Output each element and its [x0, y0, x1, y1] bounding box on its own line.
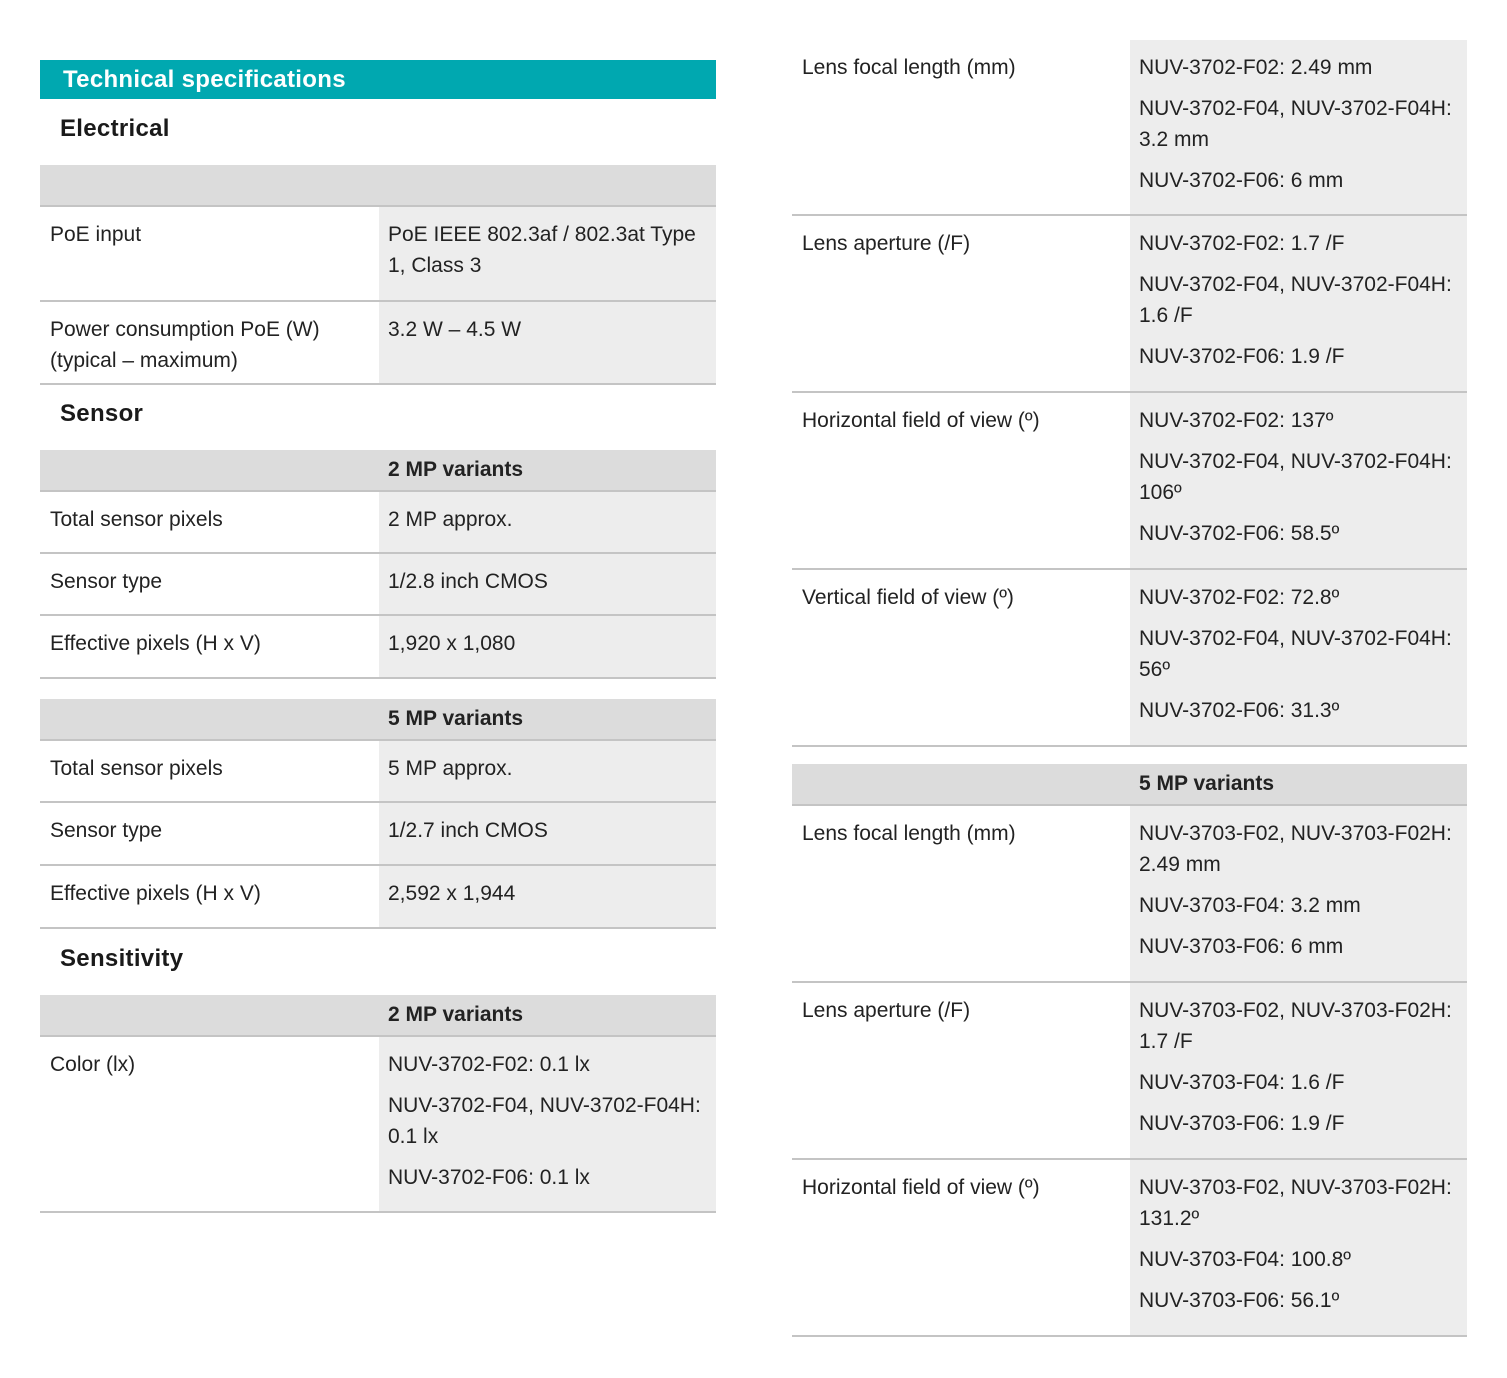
optics-2mp-table: [792, 40, 1467, 747]
row-label: Total sensor pixels: [40, 740, 379, 802]
value-line: NUV-3702-F02: 137º: [1139, 409, 1334, 432]
table-row: [792, 40, 1467, 215]
row-value: [1130, 1159, 1467, 1336]
row-value: 2,592 x 1,944: [379, 865, 716, 928]
row-label: Power consumption PoE (W) (typical – maximum): [40, 301, 379, 384]
row-value: [1130, 805, 1467, 982]
row-label: Lens aperture (/F): [792, 982, 1130, 1159]
value-line: NUV-3703-F06: 1.9 /F: [1139, 1112, 1345, 1135]
row-value: 1,920 x 1,080: [379, 615, 716, 678]
header-empty-cell: [792, 764, 1130, 805]
value-line: NUV-3703-F02, NUV-3703-F02H: 131.2º: [1139, 1176, 1452, 1230]
table-header-row: [40, 165, 716, 206]
row-label: Effective pixels (H x V): [40, 615, 379, 678]
header-empty-cell: [40, 450, 379, 491]
row-label: PoE input: [40, 206, 379, 301]
value-line: NUV-3702-F04, NUV-3702-F04H: 1.6 /F: [1139, 273, 1452, 327]
optics-5mp-table: [792, 764, 1467, 1337]
row-value: [379, 1036, 716, 1212]
sensitivity-table: [40, 995, 716, 1213]
header-cell: 2 MP variants: [379, 450, 716, 491]
value-line: NUV-3702-F06: 31.3º: [1139, 699, 1340, 722]
row-label: Total sensor pixels: [40, 491, 379, 553]
value-line: NUV-3702-F04, NUV-3702-F04H: 106º: [1139, 450, 1452, 504]
table-row: [792, 805, 1467, 982]
row-label: Sensor type: [40, 802, 379, 865]
table-header-row: [40, 699, 716, 740]
table-row: [40, 615, 716, 678]
row-label: Lens focal length (mm): [792, 40, 1130, 215]
value-line: NUV-3702-F02: 1.7 /F: [1139, 232, 1345, 255]
row-value: 1/2.8 inch CMOS: [379, 553, 716, 615]
table-row: [792, 569, 1467, 746]
row-label: Vertical field of view (º): [792, 569, 1130, 746]
row-value: 1/2.7 inch CMOS: [379, 802, 716, 865]
page-banner: Technical specifications: [40, 60, 716, 99]
table-row: [40, 865, 716, 928]
header-cell: [379, 165, 716, 206]
value-line: NUV-3703-F04: 1.6 /F: [1139, 1071, 1345, 1094]
table-row: [40, 206, 716, 301]
value-line: NUV-3702-F06: 6 mm: [1139, 169, 1344, 192]
row-label: Horizontal field of view (º): [792, 392, 1130, 569]
table-header-row: [40, 450, 716, 491]
row-value: [1130, 569, 1467, 746]
row-value: PoE IEEE 802.3af / 802.3at Type 1, Class 3: [379, 206, 716, 301]
value-line: NUV-3703-F06: 6 mm: [1139, 935, 1344, 958]
table-row: [792, 215, 1467, 392]
header-empty-cell: [40, 165, 379, 206]
row-label: Horizontal field of view (º): [792, 1159, 1130, 1336]
value-line: NUV-3702-F06: 1.9 /F: [1139, 345, 1345, 368]
value-line: NUV-3703-F06: 56.1º: [1139, 1289, 1340, 1312]
section-title-electrical: Electrical: [60, 115, 170, 142]
table-row: [40, 802, 716, 865]
value-line: NUV-3702-F04, NUV-3702-F04H: 3.2 mm: [1139, 97, 1452, 151]
table-row: [40, 553, 716, 615]
row-value: [1130, 215, 1467, 392]
value-line: NUV-3703-F02, NUV-3703-F02H: 1.7 /F: [1139, 999, 1452, 1053]
row-label: Effective pixels (H x V): [40, 865, 379, 928]
value-line: NUV-3702-F04, NUV-3702-F04H: 56º: [1139, 627, 1452, 681]
table-header-row: [792, 764, 1467, 805]
sensor-2mp-table: [40, 450, 716, 679]
table-row: [40, 740, 716, 802]
section-title-sensor: Sensor: [60, 400, 144, 427]
header-empty-cell: [40, 699, 379, 740]
row-value: [1130, 40, 1467, 215]
section-title-sensitivity: Sensitivity: [60, 945, 184, 972]
sensor-5mp-table: [40, 699, 716, 929]
table-row: [792, 1159, 1467, 1336]
electrical-table: [40, 165, 716, 385]
row-value: 5 MP approx.: [379, 740, 716, 802]
value-line: NUV-3702-F02: 0.1 lx: [388, 1053, 590, 1076]
value-line: NUV-3703-F02, NUV-3703-F02H: 2.49 mm: [1139, 822, 1452, 876]
value-line: NUV-3702-F06: 58.5º: [1139, 522, 1340, 545]
row-label: Color (lx): [40, 1036, 379, 1212]
table-row: [40, 491, 716, 553]
row-value: 3.2 W – 4.5 W: [379, 301, 716, 384]
table-header-row: [40, 995, 716, 1036]
header-cell: 2 MP variants: [379, 995, 716, 1036]
value-line: NUV-3703-F04: 3.2 mm: [1139, 894, 1361, 917]
row-label: Lens focal length (mm): [792, 805, 1130, 982]
row-value: [1130, 392, 1467, 569]
row-value: 2 MP approx.: [379, 491, 716, 553]
row-label: Lens aperture (/F): [792, 215, 1130, 392]
value-line: NUV-3702-F04, NUV-3702-F04H: 0.1 lx: [388, 1094, 701, 1148]
value-line: NUV-3702-F02: 72.8º: [1139, 586, 1340, 609]
row-label: Sensor type: [40, 553, 379, 615]
header-cell: 5 MP variants: [1130, 764, 1467, 805]
table-row: [792, 982, 1467, 1159]
table-row: [792, 392, 1467, 569]
header-cell: 5 MP variants: [379, 699, 716, 740]
value-line: NUV-3702-F02: 2.49 mm: [1139, 56, 1373, 79]
value-line: NUV-3703-F04: 100.8º: [1139, 1248, 1351, 1271]
table-row: [40, 301, 716, 384]
value-line: NUV-3702-F06: 0.1 lx: [388, 1166, 590, 1189]
header-empty-cell: [40, 995, 379, 1036]
table-row: [40, 1036, 716, 1212]
row-value: [1130, 982, 1467, 1159]
